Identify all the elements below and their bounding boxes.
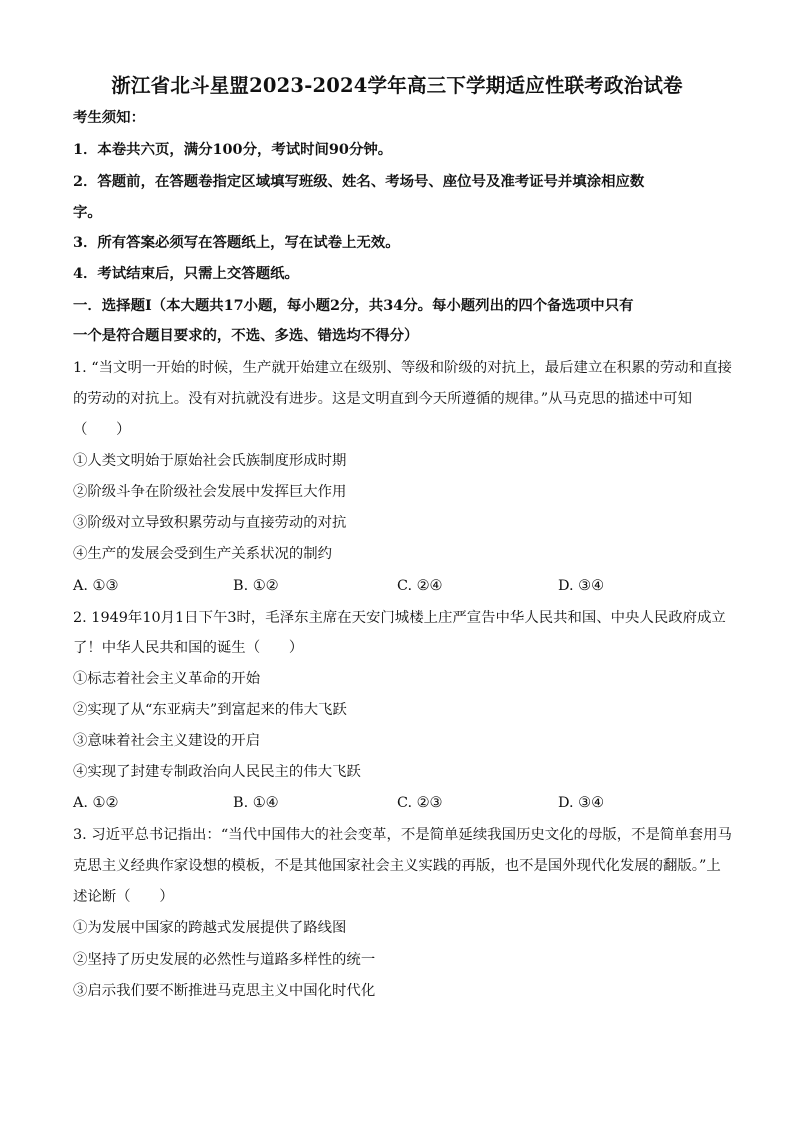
option-b[interactable]: B. ①④ (233, 795, 279, 811)
question-1-item: ①人类文明始于原始社会氏族制度形成时期 (73, 453, 347, 469)
question-3-item: ②坚持了历史发展的必然性与道路多样性的统一 (73, 952, 376, 968)
option-c[interactable]: C. ②③ (397, 795, 443, 811)
notice-item: 3．所有答案必须写在答题纸上，写在试卷上无效。 (73, 234, 400, 251)
option-c[interactable]: C. ②④ (397, 578, 443, 594)
question-2-options (73, 793, 723, 813)
section-heading: 一个是符合题目要求的，不选、多选、错选均不得分） (73, 327, 419, 344)
question-3-stem: 3. 习近平总书记指出：“当代中国伟大的社会变革，不是简单延续我国历史文化的母版，不是简单套用马 (73, 827, 732, 843)
option-d[interactable]: D. ③④ (558, 578, 604, 594)
notice-item: 4．考试结束后，只需上交答题纸。 (73, 265, 299, 282)
question-1-stem: 的劳动的对抗上。没有对抗就没有进步。这是文明直到今天所遵循的规律。”从马克思的描述中可知 (73, 391, 692, 407)
question-3-item: ①为发展中国家的跨越式发展提供了路线图 (73, 920, 347, 936)
question-2-item: ③意味着社会主义建设的开启 (73, 733, 261, 749)
option-a[interactable]: A. ①② (73, 795, 119, 811)
question-1-stem: （ ） (73, 422, 131, 438)
notice-item: 2．答题前，在答题卷指定区域填写班级、姓名、考场号、座位号及准考证号并填涂相应数 (73, 173, 645, 190)
question-2-stem: 了！中华人民共和国的诞生（ ） (73, 640, 304, 656)
option-b[interactable]: B. ①② (233, 578, 279, 594)
notice-item: 字。 (73, 204, 102, 221)
notice-heading: 考生须知： (73, 109, 145, 126)
question-2-item: ①标志着社会主义革命的开始 (73, 671, 261, 687)
notice-item: 1．本卷共六页，满分100分，考试时间90分钟。 (73, 141, 393, 158)
question-2-item: ②实现了从“东亚病夫”到富起来的伟大飞跃 (73, 702, 347, 718)
question-3-stem: 克思主义经典作家设想的模板，不是其他国家社会主义实践的再版，也不是国外现代化发展的翻版。”上 (73, 858, 721, 874)
option-a[interactable]: A. ①③ (73, 578, 119, 594)
section-heading: 一．选择题Ⅰ（本大题共17小题，每小题2分，共34分。每小题列出的四个备选项中只有 (73, 297, 634, 314)
exam-title: 浙江省北斗星盟2023-2024学年高三下学期适应性联考政治试卷 (111, 74, 683, 97)
question-2-stem: 2. 1949年10月1日下午3时，毛泽东主席在天安门城楼上庄严宣告中华人民共和国、中央人民政府成立 (73, 610, 726, 626)
question-3-stem: 述论断（ ） (73, 889, 174, 905)
question-1-item: ②阶级斗争在阶级社会发展中发挥巨大作用 (73, 484, 347, 500)
question-1-item: ④生产的发展会受到生产关系状况的制约 (73, 546, 333, 562)
question-1-stem: 1. “当文明一开始的时候，生产就开始建立在级别、等级和阶级的对抗上，最后建立在积累的劳动和直接 (73, 360, 732, 376)
question-2-item: ④实现了封建专制政治向人民民主的伟大飞跃 (73, 764, 361, 780)
question-1-item: ③阶级对立导致积累劳动与直接劳动的对抗 (73, 515, 347, 531)
option-d[interactable]: D. ③④ (558, 795, 604, 811)
question-1-options (73, 576, 723, 596)
question-3-item: ③启示我们要不断推进马克思主义中国化时代化 (73, 983, 376, 999)
